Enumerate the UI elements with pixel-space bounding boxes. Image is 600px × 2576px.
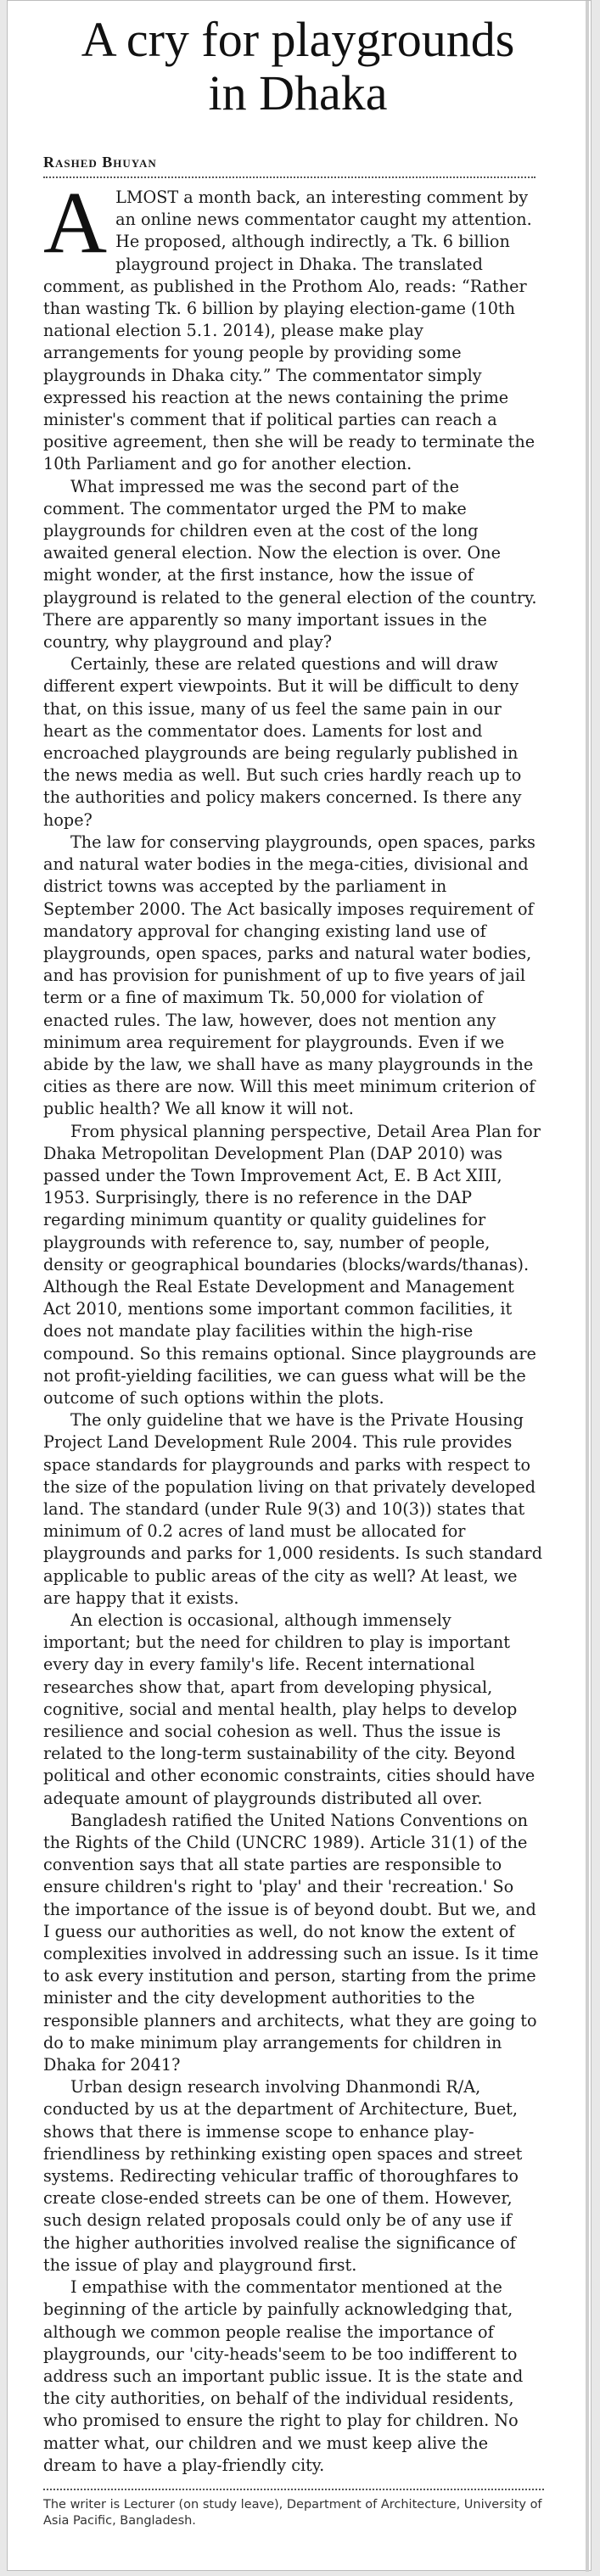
paragraph-6: The only guideline that we have is the Private Housing Project Land Development Rule 2004. This rule provides space standards for playgrounds and parks with respect to the size of the population living on that privately developed land. The standard (under Rule 9(3) and 10(3)) states that minimum of 0.2 acres of land must be allocated for playgrounds and parks for 1,000 residents. Is such standard applicable to public areas of the city as well? At least, we are happy that it exists.	[43, 1410, 542, 1608]
scrollbar[interactable]	[586, 1, 589, 2572]
paragraph-4: The law for conserving playgrounds, open spaces, parks and natural water bodies in the mega-cities, divisional and district towns was accepted by the parliament in September 2000. The Act basically imposes requirement of mandatory approval for changing existing land use of playgrounds, open spaces, parks and natural water bodies, and has provision for punishment of up to five years of jail term or a fine of maximum Tk. 50,000 for violation of enacted rules. The law, however, does not mention any minimum area requirement for playgrounds. Even if we abide by the law, we shall have as many playgrounds in the cities as there are now. Will this meet minimum criterion of public health? We all know it will not.	[43, 832, 536, 1119]
paragraph-8: Bangladesh ratified the United Nations Conventions on the Rights of the Child (UNCRC 1989). Article 31(1) of the convention says that all state parties are responsible to ensure children's right to 'play' and their 'recreation.' So the importance of the issue is of beyond doubt. But we, and I guess our authorities as well, do not know the extent of complexities involved in addressing such an issue. Is it time to ask every institution and person, starting from the prime minister and the city development authorities to the responsible planners and architects, what they are going to do to make minimum play arrangements for children in Dhaka for 2041?	[43, 1810, 539, 2075]
paragraph-10: I empathise with the commentator mentioned at the beginning of the article by painfully acknowledging that, although we common people realise the importance of playgrounds, our 'city-heads'seem to be too indifferent to address such an important public issue. It is the state and the city authorities, on behalf of the individual residents, who promised to ensure the right to play for children. No matter what, our children and we must keep alive the dream to have a play-friendly city.	[43, 2277, 524, 2475]
title-line-2: in Dhaka	[208, 65, 388, 120]
page-title	[35, 13, 561, 120]
paragraph-1	[43, 174, 542, 476]
byline-divider	[43, 176, 536, 178]
footer-divider	[43, 2489, 544, 2490]
paragraph-5: From physical planning perspective, Detail Area Plan for Dhaka Metropolitan Development Plan (DAP 2010) was passed under the Town Improvement Act, E. B Act XIII, 1953. Surprisingly, there is no reference in the DAP regarding minimum quantity or quality guidelines for playgrounds with reference to, say, number of people, density or geographical boundaries (blocks/wards/thanas). Although the Real Estate Development and Management Act 2010, mentions some important common facilities, it does not mandate play facilities within the high-rise compound. So this remains optional. Since playgrounds are not profit-yielding facilities, we can guess what will be the outcome of such options within the plots.	[43, 1121, 541, 1408]
paragraph-3: Certainly, these are related questions and will draw different expert viewpoints. But it will be difficult to deny that, on this issue, many of us feel the same pain in our heart as the commentator does. Laments for lost and encroached playgrounds are being regularly published in the news media as well. But such cries hardly reach up to the authorities and policy makers concerned. Is there any hope?	[43, 654, 522, 830]
article-page	[7, 0, 592, 2571]
article-content	[35, 13, 561, 2529]
paragraph-9: Urban design research involving Dhanmondi R/A, conducted by us at the department of Architecture, Buet, shows that there is immense scope to enhance play-friendliness by rethinking existing open spaces and street systems. Redirecting vehicular traffic of thoroughfares to create close-ended streets can be one of them. However, such design related proposals could only be of any use if the higher authorities involved realise the significance of the issue of play and playground first.	[43, 2077, 523, 2275]
drop-cap: A	[43, 174, 108, 272]
paragraph-2: What impressed me was the second part of the comment. The commentator urged the PM to make playgrounds for children even at the cost of the long awaited general election. Now the election is over. One might wonder, at the first instance, how the issue of playground is related to the general election of the country. There are apparently so many important issues in the country, why playground and play?	[43, 476, 537, 652]
title-line-1: A cry for playgrounds	[81, 12, 515, 67]
paragraph-7: An election is occasional, although immensely important; but the need for children to play is important every day in every family's life. Recent international researches show that, apart from developing physical, cognitive, social and mental health, play helps to develop resilience and social cohesion as well. Thus the issue is related to the long-term sustainability of the city. Beyond political and other economic constraints, cities should have adequate amount of playgrounds distributed all over.	[43, 1610, 536, 1808]
paragraph-text: LMOST a month back, an interesting comment by an online news commentator caught my attention. He proposed, although indirectly, a Tk. 6 billion playground project in Dhaka. The translated comment, as published in the Prothom Alo, reads: “Rather than wasting Tk. 6 billion by playing election-game (10th national election 5.1. 2014), please make play arrangements for young people by providing some playgrounds in Dhaka city.” The commentator simply expressed his reaction at the news containing the prime minister's comment that if political parties can reach a positive agreement, then she will be ready to terminate the 10th Parliament and go for another election.	[43, 188, 536, 474]
article-body	[43, 174, 542, 2477]
author-byline: Rashed Bhuyan	[43, 154, 157, 171]
author-note: The writer is Lecturer (on study leave), Department of Architecture, University of Asia Pacific, Bangladesh.	[43, 2497, 542, 2528]
